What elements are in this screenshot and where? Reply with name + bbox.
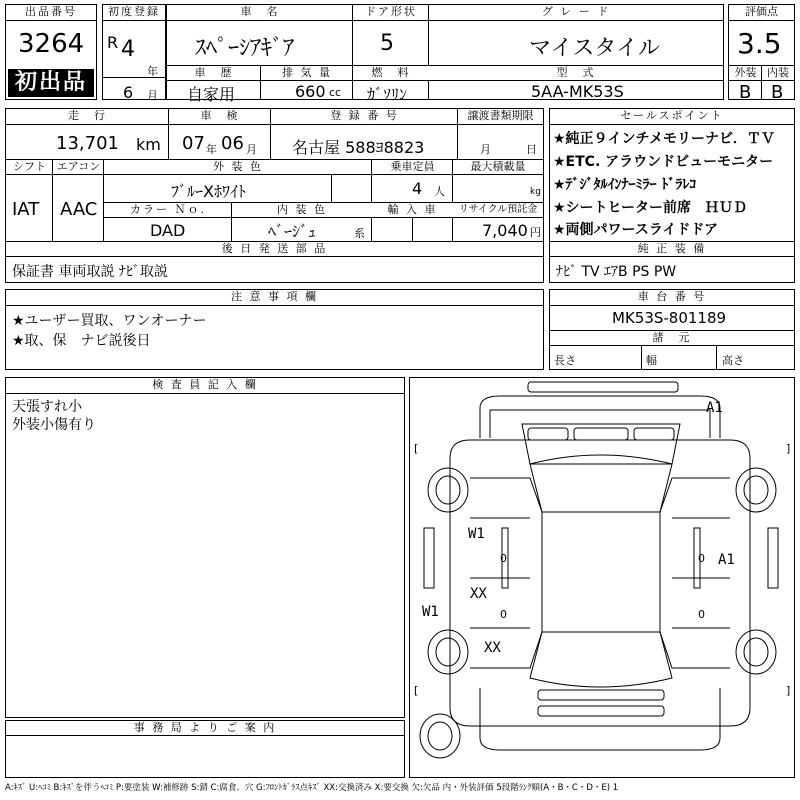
int-color-header: 内 装 色 [232, 203, 372, 218]
inspection-month: 06 [221, 133, 244, 154]
damage-legend: A:ｷｽﾞ U:ﾍｺﾐ B:ｷｽﾞを伴うﾍｺﾐ P:要塗装 W:補修跡 S:錆 C:腐食、穴 G:ﾌﾛﾝﾄｶﾞﾗｽ点ｷｽﾞ XX:交換済み X:要交換 欠:欠品 内・外装評価 5段階ﾗﾝｸ順(A・B・C・D・E) 1 [5, 783, 619, 793]
diagram-windscreen [522, 424, 680, 464]
panel-zero: 0 [500, 552, 507, 565]
lot-number: 3264 [18, 29, 85, 59]
note-item: ★取、保 ナビ説後日 [12, 333, 151, 349]
chassis-box [549, 289, 795, 370]
lot-number-box [5, 4, 97, 100]
spec-height: 高さ [722, 354, 744, 367]
bracket: ] [786, 442, 791, 455]
seating-capacity: 4 [412, 179, 423, 198]
sales-point-item: ★純正９インチメモリーナビ．ＴＶ [553, 131, 775, 147]
diagram-top-outline [480, 396, 720, 438]
registration-plate: 名古屋 588ﾖ8823 [292, 138, 425, 157]
chassis-header: 車 台 番 号 [550, 290, 794, 306]
max-load-header: 最大積載量 [453, 160, 543, 175]
grade-header: グ レ ー ド [429, 5, 723, 21]
equipment-header: 純 正 装 備 [550, 242, 794, 257]
shift: IAT [12, 199, 40, 220]
capacity-header: 乗車定員 [372, 160, 453, 175]
later-parts: 保証書 車両取説 ﾅﾋﾞ取説 [12, 264, 168, 280]
color-no-header: カラー Ｎｏ. [104, 203, 232, 218]
vehicle-history: 自家用 [187, 85, 236, 104]
specs-header: 諸 元 [550, 331, 794, 346]
chassis-number: MK53S-801189 [612, 309, 727, 327]
damage-mark: W1 [468, 526, 485, 542]
notes-box [5, 289, 544, 370]
car-name: ｽﾍﾟｰｼｱｷﾞｱ [195, 36, 295, 61]
spec-width: 幅 [646, 354, 657, 367]
equipment: ﾅﾋﾞ TV ｴｱB PS PW [556, 264, 677, 280]
note-item: ★ユーザー買取、ワンオーナー [12, 313, 207, 329]
recycle-fee: 7,040 [482, 221, 528, 240]
damage-mark: A1 [718, 552, 735, 568]
car-diagram-box [409, 377, 795, 778]
office-header: 事 務 局 よ り ご 案 内 [6, 721, 404, 736]
exterior-color: ﾌﾞﾙｰXﾎﾜｲﾄ [171, 182, 246, 201]
sales-point-item: ★ETC. アラウンドビューモニター [553, 154, 774, 170]
damage-mark: XX [484, 640, 501, 656]
inspection-header: 車 検 [169, 109, 271, 125]
first-reg-year: 4 [121, 37, 135, 62]
displacement: 660 [295, 82, 326, 101]
mileage-header: 走 行 [6, 109, 169, 125]
door-type: 5 [380, 31, 394, 56]
sales-point-item: ★シートヒーター前席 ＨＵＤ [553, 200, 747, 216]
door-header: ドア形状 [353, 5, 429, 21]
sales-points-header: セールスポイント [550, 109, 794, 125]
damage-mark: A1 [706, 400, 723, 416]
inspector-note: 天張すれ小 [12, 399, 82, 415]
inspection-year: 07 [182, 133, 205, 154]
office-box [5, 720, 405, 778]
recycle-unit: 円 [530, 226, 541, 239]
vehicle-info-box [166, 4, 724, 104]
grade: マイスタイル [529, 36, 660, 61]
exterior-score: B [739, 82, 752, 103]
diagram-front-right-wheel [736, 468, 776, 512]
inspector-note: 外装小傷有り [12, 417, 96, 433]
shift-header: シフト [6, 160, 53, 175]
car-name-header: 車 名 [167, 5, 353, 21]
transfer-header: 譲渡書類期限 [458, 109, 543, 125]
plate-header: 登 録 番 号 [271, 109, 458, 125]
damage-mark: W1 [422, 604, 439, 620]
color-number: DAD [150, 221, 186, 240]
bracket: ] [786, 684, 791, 697]
inspection-year-unit: 年 [206, 143, 217, 156]
import-header: 輸 入 車 [372, 203, 453, 218]
sales-point-item: ★両側パワースライドドア [553, 222, 719, 238]
mileage-unit: km [136, 135, 161, 154]
sales-point-item: ★ﾃﾞｼﾞﾀﾙｲﾝﾅｰﾐﾗｰ ﾄﾞﾗﾚｺ [553, 177, 697, 193]
fuel-type: ｶﾞｿﾘﾝ [367, 85, 408, 104]
interior-color-suffix: 系 [354, 227, 365, 240]
panel-zero: 0 [698, 608, 705, 621]
month-unit: 月 [147, 89, 158, 102]
first-registration-box [102, 4, 166, 100]
diagram-left-side [470, 478, 542, 668]
displacement-header: 排 気 量 [261, 66, 353, 81]
interior-header: 内装 [762, 66, 794, 81]
notes-header: 注 意 事 項 欄 [6, 290, 543, 306]
transfer-month-unit: 月 [480, 143, 491, 156]
max-load-unit: kg [530, 187, 541, 197]
later-parts-header: 後 日 発 送 部 品 [6, 242, 543, 257]
capacity-unit: 人 [434, 185, 445, 198]
car-diagram [410, 378, 794, 777]
details-table [5, 108, 544, 283]
recycle-header: リサイクル預託金 [453, 203, 543, 218]
diagram-spare-wheel [420, 714, 460, 758]
inspector-header: 検 査 員 記 入 欄 [6, 378, 404, 394]
aircon-header: エアコン [53, 160, 104, 175]
overall-score: 3.5 [737, 27, 782, 60]
transfer-day-unit: 日 [526, 143, 537, 156]
first-reg-month: 6 [123, 83, 134, 102]
first-registration-header: 初度登録 [103, 5, 165, 21]
exterior-header: 外装 [729, 66, 762, 81]
diagram-top-bumper [528, 382, 678, 392]
inspector-box [5, 377, 405, 718]
interior-color: ﾍﾞｰｼﾞｭ [268, 222, 317, 241]
diagram-rear-left-wheel [428, 630, 468, 674]
sales-points-box [549, 108, 795, 283]
year-unit: 年 [147, 65, 158, 78]
diagram-rear-glass [530, 632, 672, 687]
model-code-header: 型 式 [429, 66, 723, 81]
diagram-rear-right-wheel [736, 630, 776, 674]
displacement-unit: cc [329, 86, 342, 99]
diagram-rear-bumper [480, 688, 720, 750]
lot-number-header: 出品番号 [6, 5, 96, 21]
diagram-body-outline [450, 440, 750, 726]
score-box [728, 4, 795, 103]
ext-color-header: 外 装 色 [104, 160, 372, 175]
score-header: 評価点 [729, 5, 794, 21]
interior-score: B [771, 82, 784, 103]
damage-mark: XX [470, 586, 487, 602]
aircon: AAC [60, 199, 98, 220]
first-listing-badge: 初出品 [8, 69, 94, 97]
bracket: [ [414, 442, 419, 455]
mileage: 13,701 [56, 133, 119, 154]
inspection-month-unit: 月 [246, 143, 257, 156]
bracket: [ [414, 684, 419, 697]
spec-length: 長さ [554, 354, 576, 367]
history-header: 車 歴 [167, 66, 261, 81]
panel-zero: 0 [500, 608, 507, 621]
fuel-header: 燃 料 [353, 66, 429, 81]
model-code: 5AA-MK53S [531, 82, 624, 101]
diagram-front-left-wheel [428, 468, 468, 512]
era: R [107, 33, 119, 52]
diagram-right-side [660, 478, 730, 668]
panel-zero: 0 [698, 552, 705, 565]
